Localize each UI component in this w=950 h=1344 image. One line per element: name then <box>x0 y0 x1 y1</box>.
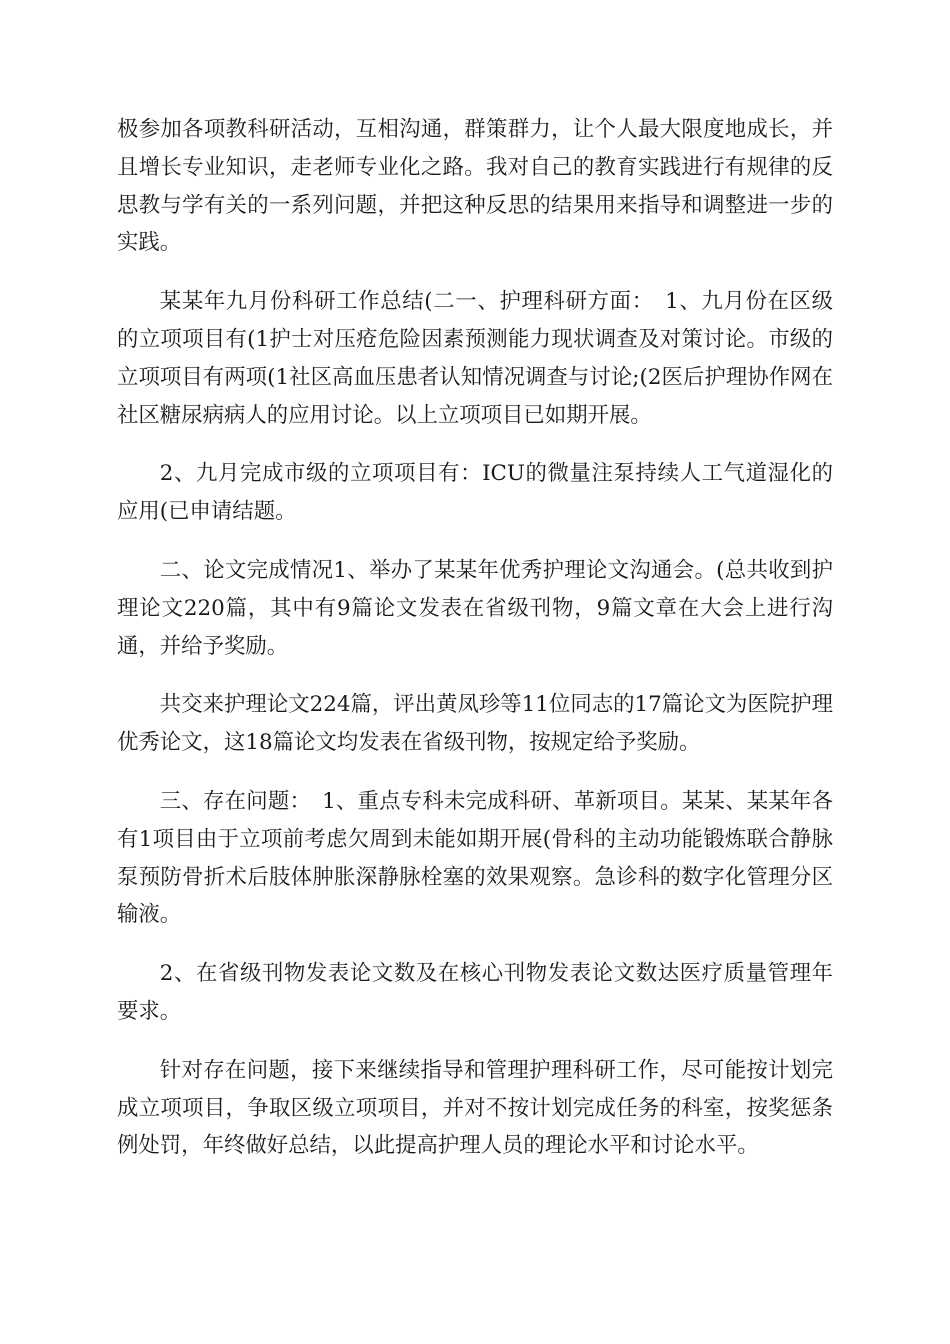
paragraph-5: 共交来护理论文224篇，评出黄凤珍等11位同志的17篇论文为医院护理优秀论文，这18篇论文均发表在省级刊物，按规定给予奖励。 <box>117 692 833 756</box>
paragraph-1: 极参加各项教科研活动，互相沟通，群策群力，让个人最大限度地成长，并且增长专业知识，走老师专业化之路。我对自己的教育实践进行有规律的反思教与学有关的一系列问题，并把这种反思的结果用来指导和调整进一步的实践。 <box>117 117 833 256</box>
paragraph-8: 针对存在问题，接下来继续指导和管理护理科研工作，尽可能按计划完成立项项目，争取区级立项项目，并对不按计划完成任务的科室，按奖惩条例处罚，年终做好总结，以此提高护理人员的理论水平和讨论水平。 <box>117 1057 833 1159</box>
paragraph-6: 三、存在问题： 1、重点专科未完成科研、革新项目。某某、某某年各有1项目由于立项前考虑欠周到未能如期开展(骨科的主动功能锻炼联合静脉泵预防骨折术后肢体肿胀深静脉栓塞的效果观察。急诊科的数字化管理分区输液。 <box>117 788 833 928</box>
paragraph-3: 2、九月完成市级的立项项目有：ICU的微量注泵持续人工气道湿化的应用(已申请结题。 <box>117 461 833 525</box>
paragraph-7: 2、在省级刊物发表论文数及在核心刊物发表论文数达医疗质量管理年要求。 <box>117 961 833 1024</box>
document-body <box>117 111 833 1186</box>
paragraph-4: 二、论文完成情况1、举办了某某年优秀护理论文沟通会。(总共收到护理论文220篇，其中有9篇论文发表在省级刊物，9篇文章在大会上进行沟通，并给予奖励。 <box>117 557 833 659</box>
paragraph-2: 某某年九月份科研工作总结(二一、护理科研方面： 1、九月份在区级的立项项目有(1护士对压疮危险因素预测能力现状调查及对策讨论。市级的立项项目有两项(1社区高血压患者认知情况调查与讨论;(2医后护理协作网在社区糖尿病病人的应用讨论。以上立项项目已如期开展。 <box>117 289 833 428</box>
